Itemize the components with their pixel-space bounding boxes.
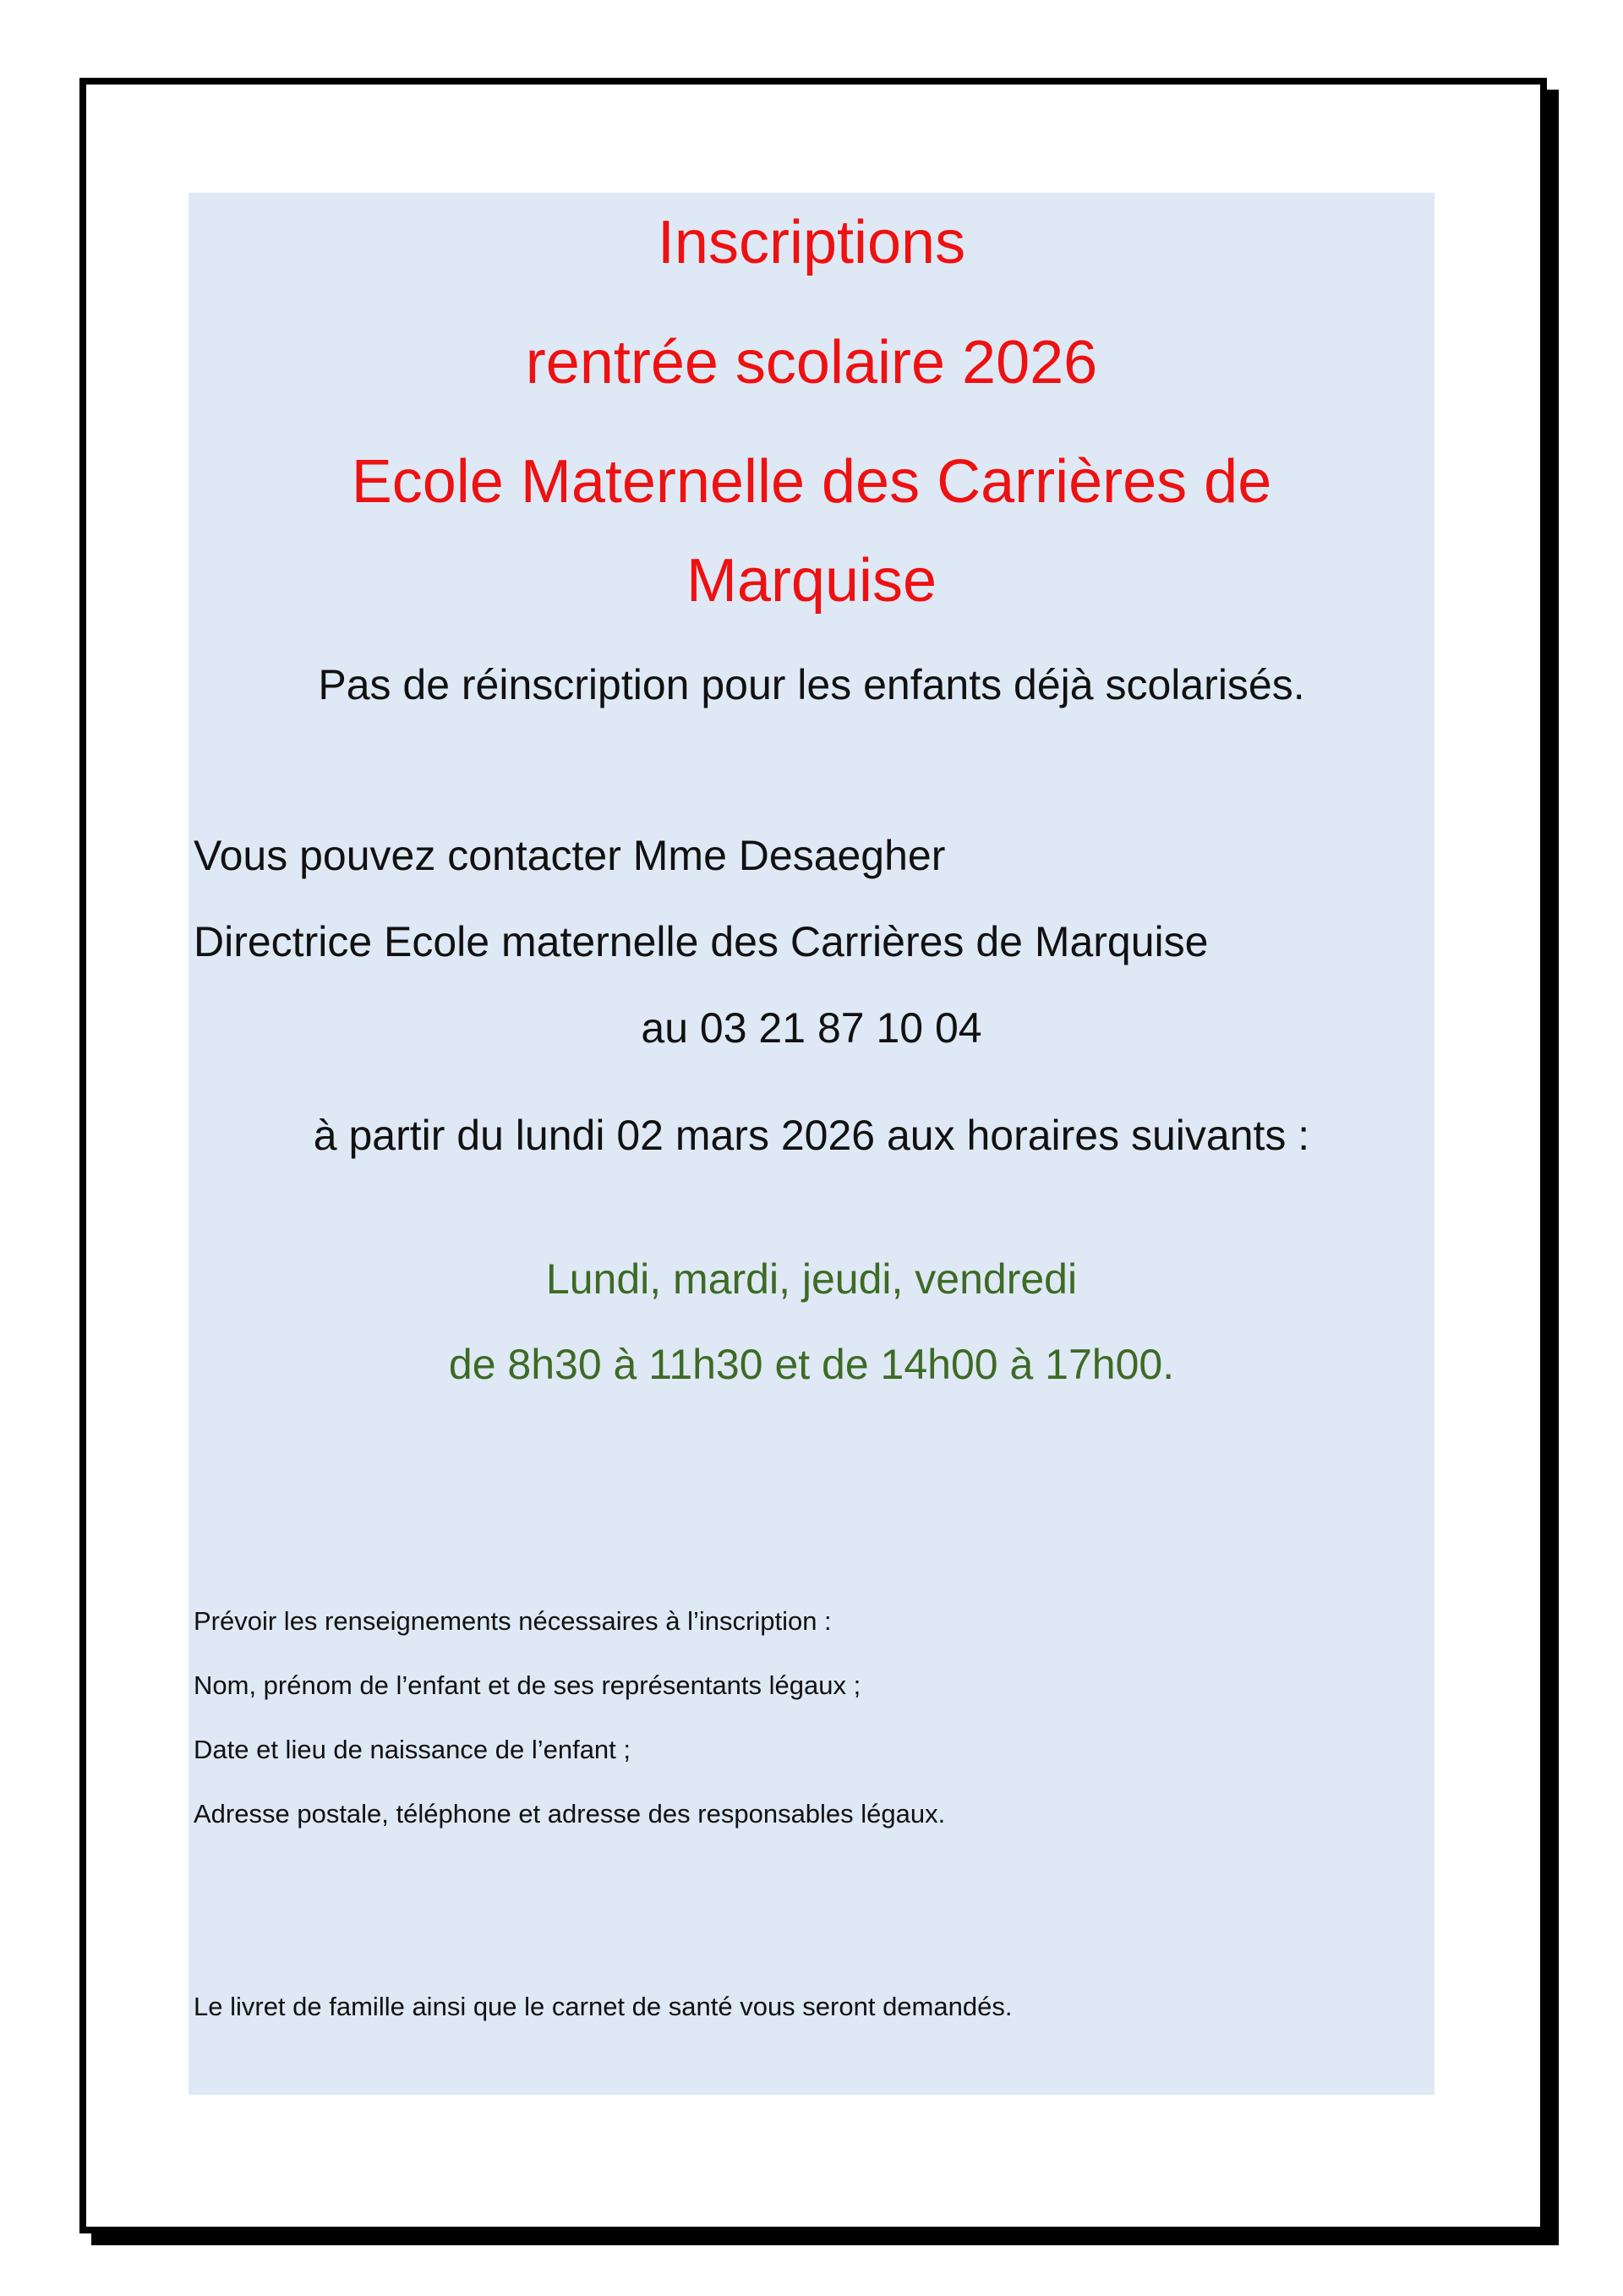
title-line-2: rentrée scolaire 2026 [525,329,1098,396]
intro-text: Pas de réinscription pour les enfants déjà scolarisés. [318,661,1305,708]
requirement-item: Date et lieu de naissance de l’enfant ; [194,1735,631,1764]
contact-start-date: à partir du lundi 02 mars 2026 aux horaires suivants : [313,1112,1310,1159]
requirements-heading: Prévoir les renseignements nécessaires à l’inscription : [194,1606,832,1636]
contact-phone: au 03 21 87 10 04 [641,1004,982,1052]
contact-line-2: Directrice Ecole maternelle des Carrières de Marquise [194,918,1209,965]
title-line-4: Marquise [686,547,937,615]
title-line-3: Ecole Maternelle des Carrières de [351,448,1272,516]
requirement-item: Adresse postale, téléphone et adresse des responsables légaux. [194,1799,946,1829]
schedule-hours: de 8h30 à 11h30 et de 14h00 à 17h00. [448,1341,1175,1388]
content-panel [189,193,1434,2095]
contact-line-1: Vous pouvez contacter Mme Desaegher [194,832,946,879]
footer-note: Le livret de famille ainsi que le carnet de santé vous seront demandés. [194,1992,1013,2021]
title-line-1: Inscriptions [657,209,966,276]
schedule-days: Lundi, mardi, jeudi, vendredi [545,1255,1078,1303]
requirement-item: Nom, prénom de l’enfant et de ses représentants légaux ; [194,1670,861,1700]
